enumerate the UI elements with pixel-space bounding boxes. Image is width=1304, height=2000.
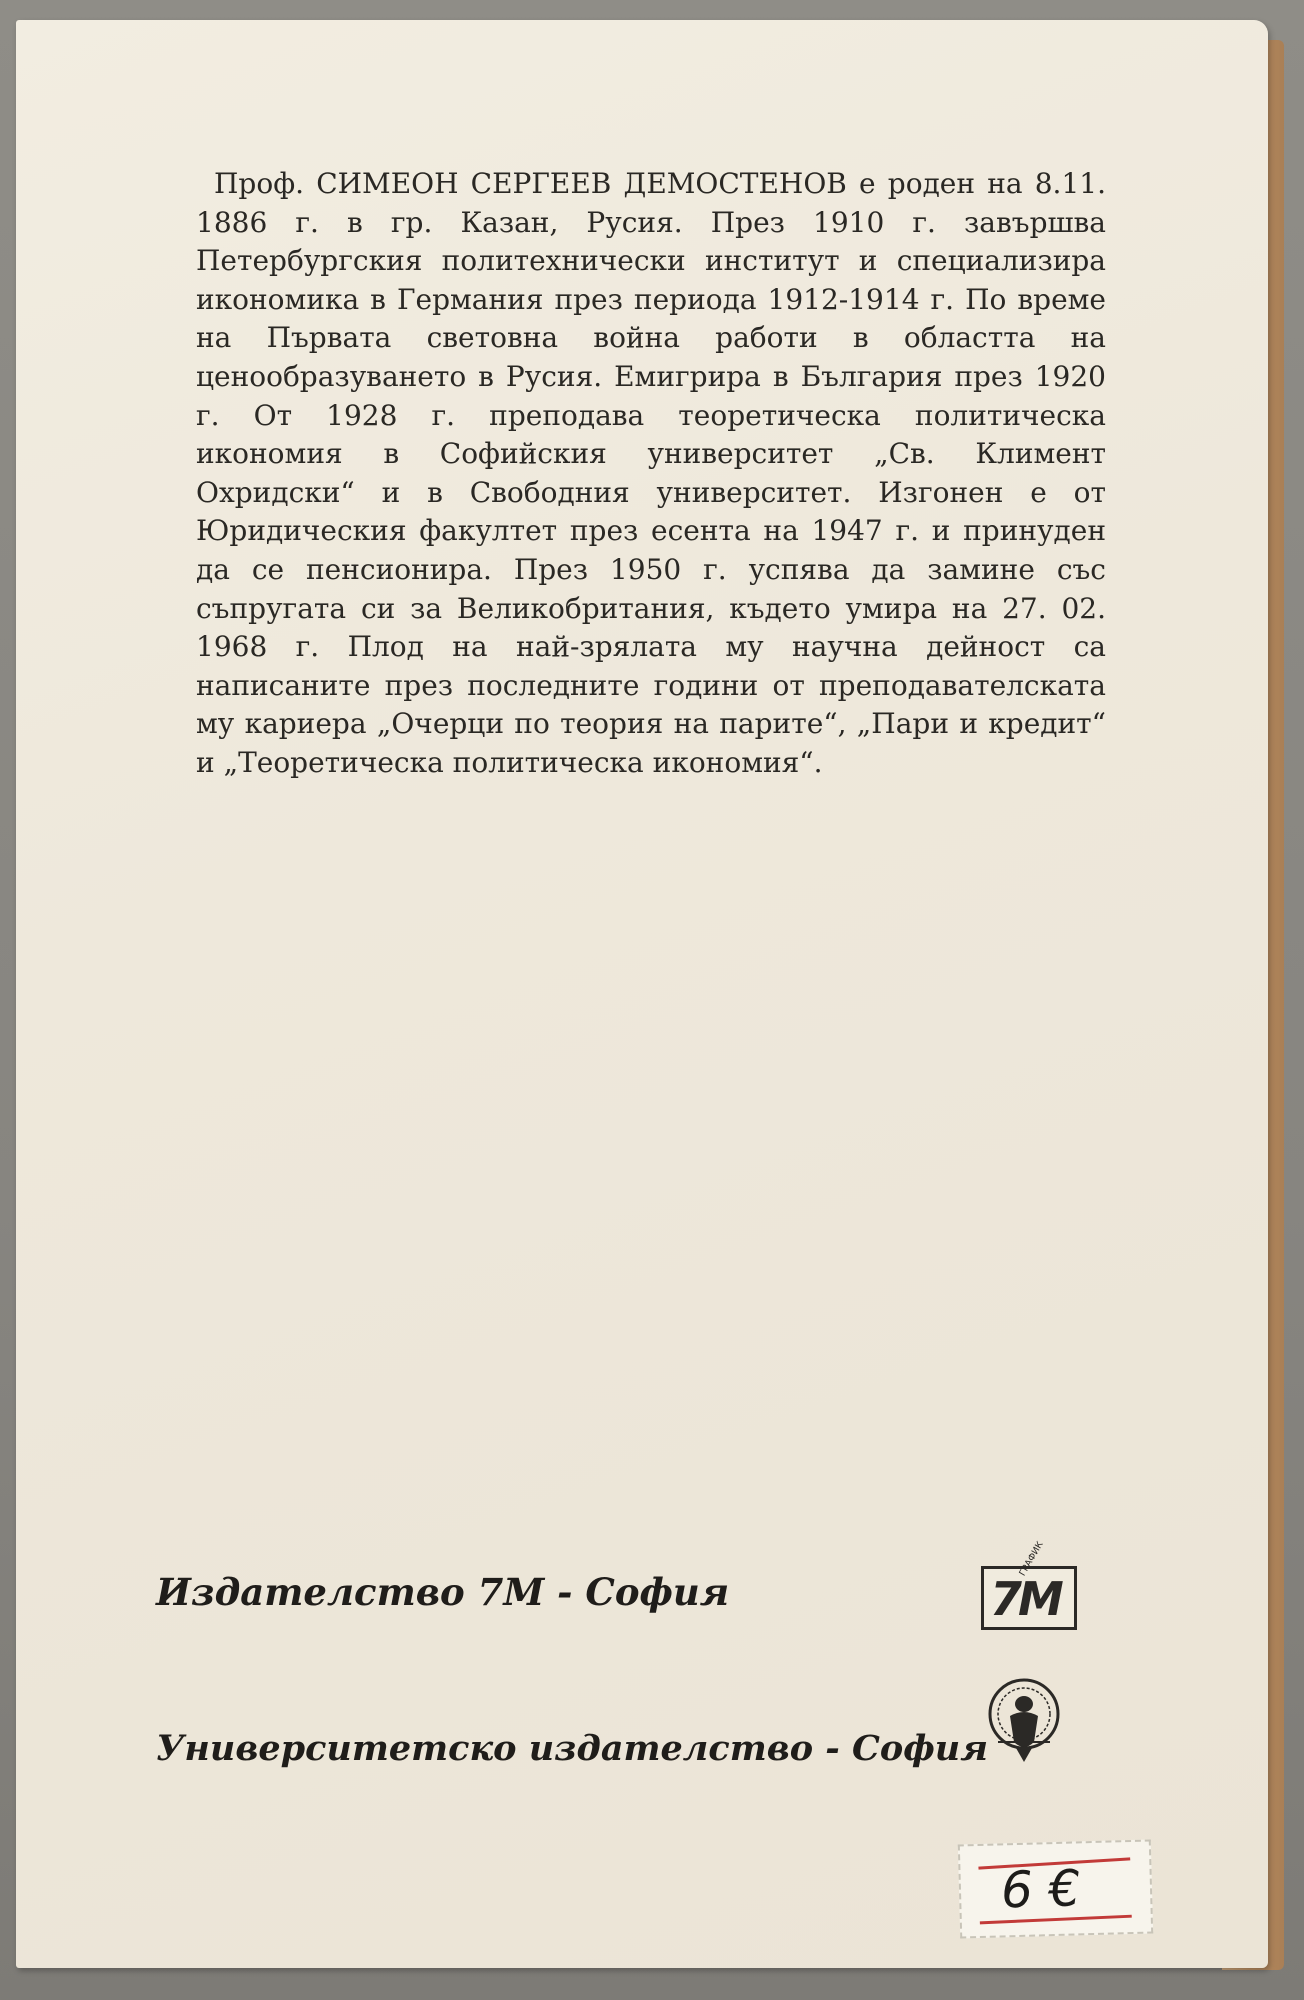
book-back-cover <box>16 20 1268 1968</box>
price-value: 6 € <box>1000 1859 1082 1920</box>
publisher-7m-logo-small-text: ГРАФИК <box>1018 1540 1046 1578</box>
university-seal-icon <box>974 1672 1074 1768</box>
publisher-7m: Издателство 7М - София <box>156 1570 730 1614</box>
publisher-7m-logo-icon <box>981 1540 1077 1630</box>
author-biography: Проф. СИМЕОН СЕРГЕЕВ ДЕМОСТЕНОВ е роден на 8.11. 1886 г. в гр. Казан, Русия. През 1910 г. завършва Петербургския политехнически институт и специализира икономика в Германия през периода 1912-1914 г. По време на Първата световна война работи в областта на ценообразуването в Русия. Емигрира в България през 1920 г. От 1928 г. преподава теоретическа политическа икономия в Софийския университет „Св. Климент Охридски“ и в Свободния университет. Изгонен е от Юридическия факултет през есента на 1947 г. и принуден да се пенсионира. През 1950 г. успява да замине със съпругата си за Великобритания, където умира на 27. 02. 1968 г. Плод на най-зрялата му научна дейност са написаните през последните години от преподавателската му кариера „Очерци по теория на парите“, „Пари и кредит“ и „Теоретическа политическа икономия“. <box>196 167 1106 779</box>
publisher-7m-logo-text: 7M <box>990 1572 1060 1626</box>
price-sticker <box>958 1839 1153 1938</box>
university-publisher: Университетско издателство - София <box>156 1728 989 1769</box>
